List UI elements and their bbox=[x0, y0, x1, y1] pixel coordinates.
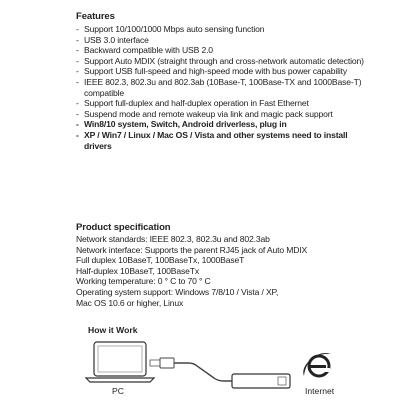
feature-item: - Suspend mode and remote wakeup via link and magic pack support bbox=[76, 109, 376, 120]
spec-line: Operating system support: Windows 7/8/10 / Vista / XP, bbox=[76, 286, 279, 297]
features-heading: Features bbox=[76, 11, 115, 22]
feature-item: - Backward compatible with USB 2.0 bbox=[76, 45, 376, 56]
feature-item: - Support Auto MDIX (straight through and cross-network automatic detection) bbox=[76, 56, 376, 67]
connection-diagram bbox=[0, 336, 416, 416]
internet-logo-icon bbox=[303, 353, 332, 376]
feature-item: - XP / Win7 / Linux / Mac OS / Vista and other systems need to install drivers bbox=[76, 130, 376, 151]
product-specification-heading: Product specification bbox=[76, 222, 171, 233]
specification-list bbox=[76, 234, 376, 308]
how-it-works-heading: How it Work bbox=[88, 325, 138, 335]
feature-item: - Support full-duplex and half-duplex operation in Fast Ethernet bbox=[76, 98, 376, 109]
spec-line: Network interface: Supports the parent RJ45 jack of Auto MDIX bbox=[76, 244, 308, 255]
feature-item: - USB 3.0 interface bbox=[76, 35, 376, 46]
spec-line: Full duplex 10BaseT, 100BaseTx, 1000BaseT bbox=[76, 255, 245, 266]
usb-plug-icon bbox=[150, 358, 174, 368]
features-list bbox=[76, 24, 376, 151]
spec-line: Mac OS 10.6 or higher, Linux bbox=[76, 297, 184, 308]
ethernet-adapter-icon bbox=[232, 374, 290, 388]
feature-item: - Support USB full-speed and high-speed mode with bus power capability bbox=[76, 66, 376, 77]
laptop-icon bbox=[86, 342, 154, 382]
internet-label: Internet bbox=[305, 386, 335, 396]
spec-line: Working temperature: 0 ° C to 70 ° C bbox=[76, 276, 211, 287]
pc-label: PC bbox=[112, 386, 124, 396]
spec-line: Network standards: IEEE 802.3, 802.3u and 802.3ab bbox=[76, 234, 270, 244]
feature-item: - Support 10/100/1000 Mbps auto sensing function bbox=[76, 24, 376, 35]
spec-line: Half-duplex 10BaseT, 100BaseTx bbox=[76, 265, 200, 276]
cable bbox=[174, 363, 232, 381]
feature-item: - Win8/10 system, Switch, Android driverless, plug in bbox=[76, 119, 376, 130]
feature-item: - IEEE 802.3, 802.3u and 802.3ab (10Base-T, 100Base-TX and 1000Base-T) compatible bbox=[76, 77, 376, 98]
